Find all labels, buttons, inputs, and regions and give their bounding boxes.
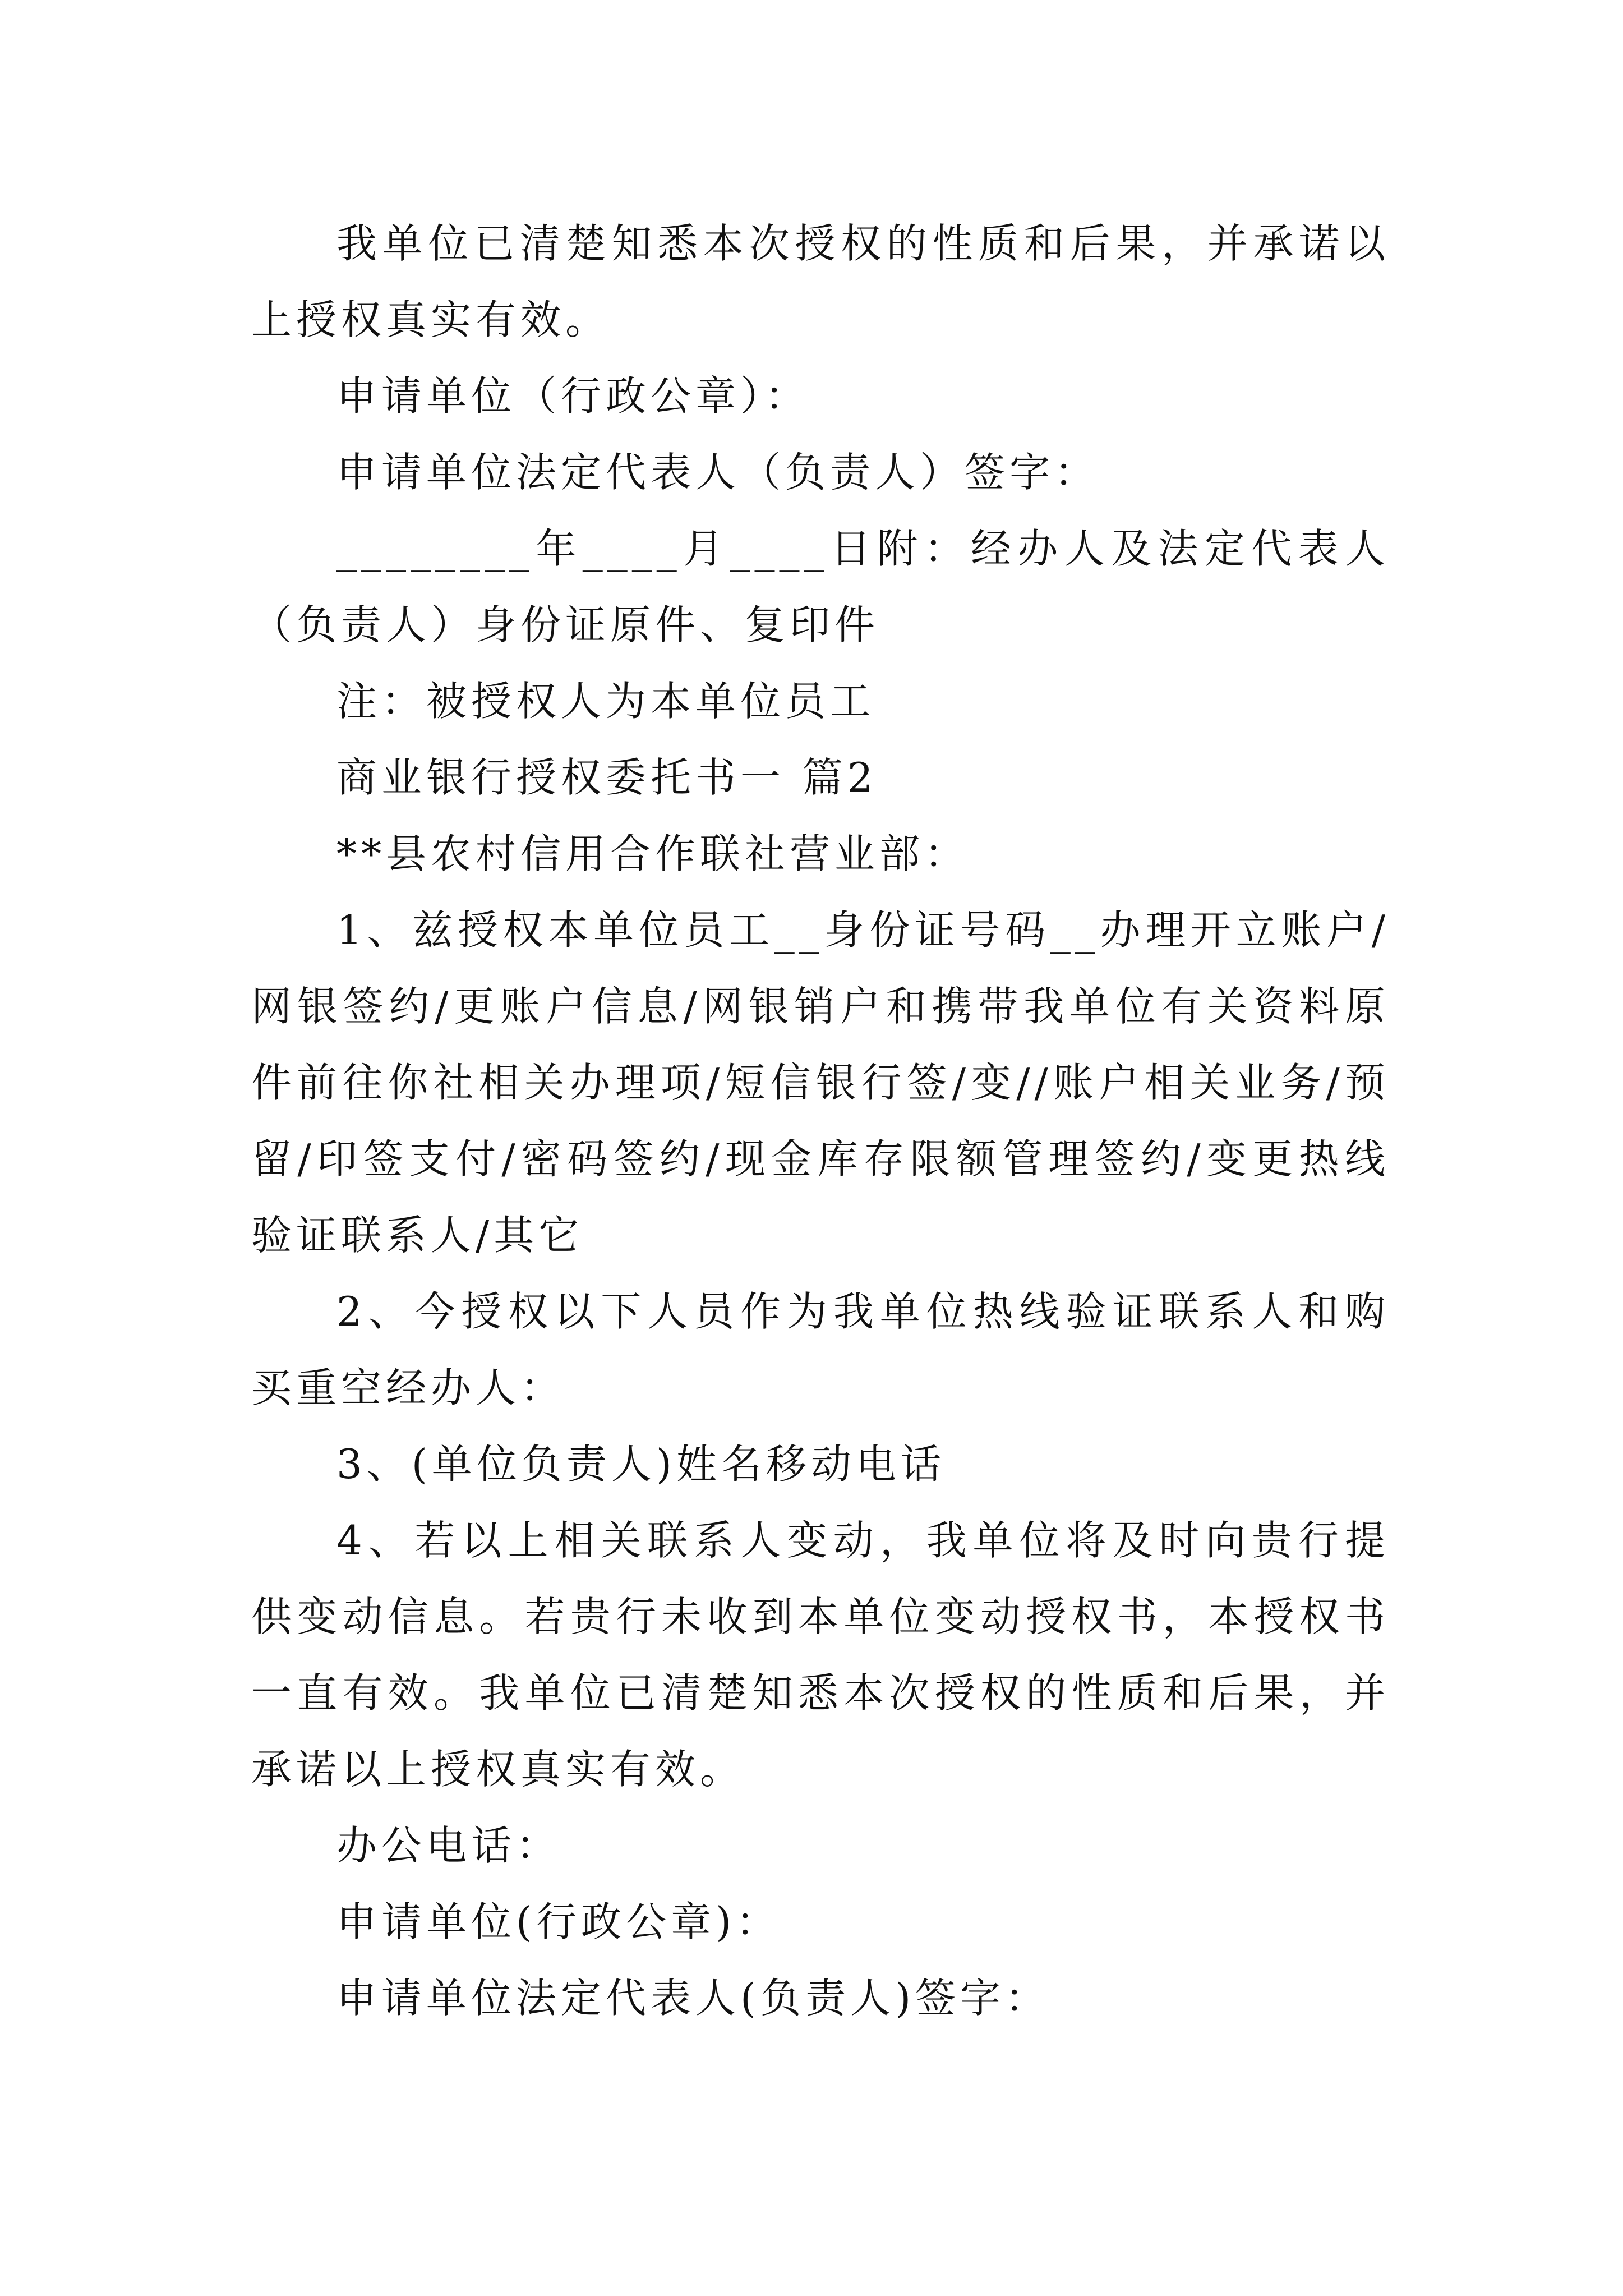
paragraph-applicant-seal-2: 申请单位(行政公章)： <box>336 1898 781 1945</box>
paragraph-item-2: 2、今授权以下人员作为我单位热线验证联系人和购买重空经办人： <box>251 1288 1390 1411</box>
section-heading: 商业银行授权委托书一 篇2 <box>336 754 878 801</box>
paragraph-item-3: 3、(单位负责人)姓名移动电话 <box>336 1441 946 1488</box>
paragraph-item-4: 4、若以上相关联系人变动，我单位将及时向贵行提供变动信息。若贵行未收到本单位变动授权书，本授权书一直有效。我单位已清楚知悉本次授权的性质和后果，并承诺以上授权真实有效。 <box>251 1517 1390 1793</box>
paragraph-legal-rep-signature-2: 申请单位法定代表人(负责人)签字： <box>336 1975 1050 2022</box>
paragraph-note: 注：被授权人为本单位员工 <box>336 678 875 725</box>
paragraph-legal-rep-signature: 申请单位法定代表人（负责人）签字： <box>336 449 1100 496</box>
paragraph-office-phone: 办公电话： <box>336 1822 561 1869</box>
document-body <box>251 205 1390 2036</box>
paragraph-item-1: 1、兹授权本单位员工__身份证号码__办理开立账户/网银签约/更账户信息/网银销户和携带我单位有关资料原件前往你社相关办理项/短信银行签/变//账户相关业务/预留/印签支付/密码签约/现金库存限额管理签约/变更热线验证联系人/其它 <box>251 907 1390 1259</box>
paragraph-applicant-seal: 申请单位（行政公章）： <box>336 372 810 420</box>
paragraph-commitment: 我单位已清楚知悉本次授权的性质和后果，并承诺以上授权真实有效。 <box>251 220 1390 343</box>
paragraph-addressee: **县农村信用合作联社营业部： <box>336 830 970 877</box>
paragraph-date-attachment: ________年____月____日附：经办人及法定代表人（负责人）身份证原件、复印件 <box>251 525 1390 648</box>
